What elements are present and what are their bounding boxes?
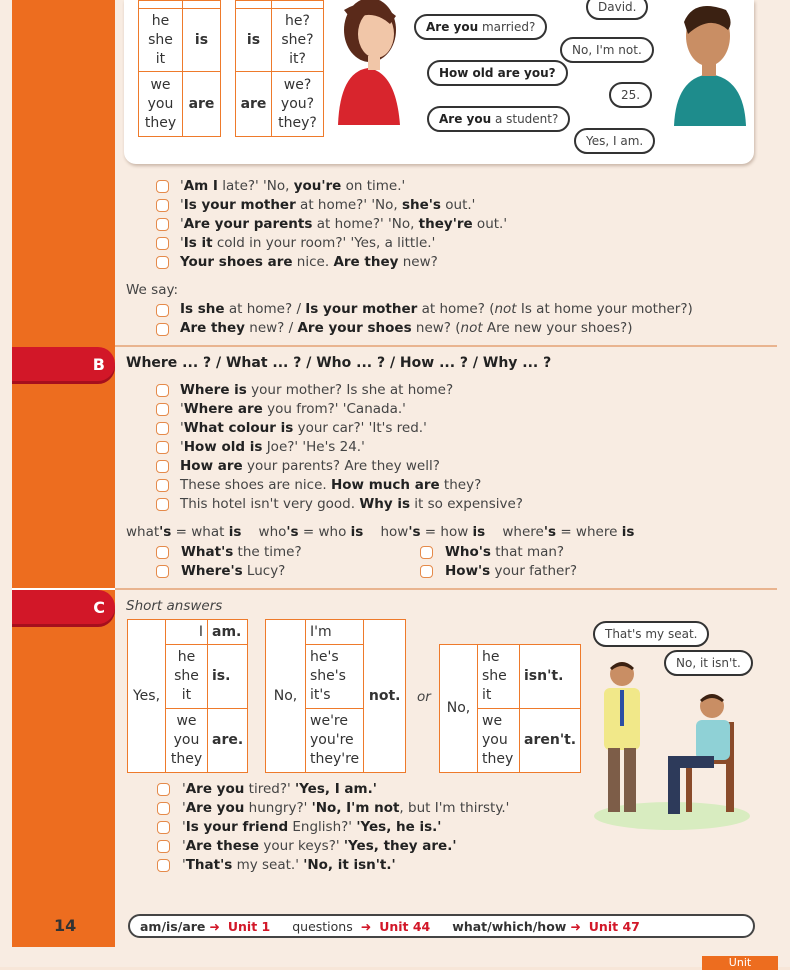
example-line: 'Am I late?' 'No, you're on time.' [180,178,406,194]
verb-cell: are [183,72,221,137]
example-line: 'What colour is your car?' 'It's red.' [180,420,427,436]
checkbox[interactable] [156,565,169,578]
pronoun-cell: we you they [166,709,208,773]
checkbox[interactable] [156,180,169,193]
pronoun-cell: we're you're they're [306,709,364,773]
pronoun-cell: we you they [478,709,520,773]
pronoun-cell: I [166,620,208,645]
bubble-how-old: How old are you? [427,60,568,86]
ref-what-which-how[interactable]: what/which/how ➜ Unit 47 [452,918,640,934]
grammar-panel [124,0,754,164]
checkbox[interactable] [420,565,433,578]
short-answer-yes-table [127,619,248,773]
checkbox[interactable] [156,323,169,336]
pronoun-cell: he's she's it's [306,645,364,709]
example-line: 'Are these your keys?' 'Yes, they are.' [182,838,457,854]
pronoun-cell: he she it [478,645,520,709]
checkbox[interactable] [156,460,169,473]
example-line: Who's that man? [445,544,565,560]
short-answer-negative-table [439,644,581,773]
example-line: 'Is it cold in your room?' 'Yes, a little.' [180,235,436,251]
example-line: Your shoes are nice. Are they new? [180,254,438,270]
section-c-tab: C [12,590,115,624]
checkbox[interactable] [420,546,433,559]
example-line: How are your parents? Are they well? [180,458,440,474]
section-c-heading: Short answers [126,598,223,614]
checkbox[interactable] [156,218,169,231]
contraction-line: what's = what is who's = who is how's = how is where's = where is [126,524,635,540]
or-label: or [417,689,431,705]
section-divider [115,345,777,347]
checkbox[interactable] [156,199,169,212]
example-line: What's the time? [181,544,302,560]
bubble-are-you-married: Are you married? [414,14,547,40]
example-line: Where is your mother? Is she at home? [180,382,454,398]
checkbox[interactable] [156,441,169,454]
example-line: 'Are your parents at home?' 'No, they're out.' [180,216,508,232]
short-answer-no-table [265,619,406,773]
unit-tab: Unit [702,956,778,970]
verb-cell: are [236,72,272,137]
example-line: These shoes are nice. How much are they? [180,477,482,493]
verb-cell: aren't. [520,709,581,773]
checkbox[interactable] [156,256,169,269]
checkbox[interactable] [157,802,170,815]
is-are-table-right [235,0,324,137]
we-say-label: We say: [126,282,179,298]
ref-am-is-are[interactable]: am/is/are ➜ Unit 1 [140,918,271,934]
page-number: 14 [54,916,77,935]
pronoun-cell: he? she? it? [272,9,324,72]
example-line: 'Are you tired?' 'Yes, I am.' [182,781,377,797]
example-line: How's your father? [445,563,578,579]
is-are-table-left [138,0,221,137]
yes-label: Yes, [128,620,166,773]
example-line: 'How old is Joe?' 'He's 24.' [180,439,365,455]
pronoun-cell: we? you? they? [272,72,324,137]
woman-illustration [330,0,408,125]
example-line: Where's Lucy? [181,563,286,579]
section-b-heading: Where ... ? / What ... ? / Who ... ? / How ... ? / Why ... ? [126,355,552,371]
checkbox[interactable] [156,304,169,317]
no-label: No, [440,645,478,773]
verb-cell: am. [208,620,248,645]
bubble-yes-i-am: Yes, I am. [574,128,655,154]
verb-cell: is [236,9,272,72]
checkbox[interactable] [156,403,169,416]
cross-reference-bar [128,914,755,938]
bubble-thats-my-seat: That's my seat. [593,621,709,647]
checkbox[interactable] [157,783,170,796]
section-divider [115,588,777,590]
bubble-are-you-student: Are you a student? [427,106,570,132]
bubble-no-it-isnt: No, it isn't. [664,650,753,676]
checkbox[interactable] [156,479,169,492]
example-line: 'Is your friend English?' 'Yes, he is.' [182,819,442,835]
checkbox[interactable] [157,859,170,872]
not-cell: not. [364,620,406,773]
checkbox[interactable] [157,821,170,834]
example-line: 'Where are you from?' 'Canada.' [180,401,406,417]
bubble-no-im-not: No, I'm not. [560,37,654,63]
example-line: 'That's my seat.' 'No, it isn't.' [182,857,396,873]
verb-cell: is. [208,645,248,709]
ref-questions[interactable]: questions ➜ Unit 44 [292,918,431,934]
verb-cell: are. [208,709,248,773]
checkbox[interactable] [156,237,169,250]
example-line: 'Is your mother at home?' 'No, she's out.' [180,197,476,213]
example-line: 'Are you hungry?' 'No, I'm not, but I'm thirsty.' [182,800,510,816]
checkbox[interactable] [156,422,169,435]
section-b-tab: B [12,347,115,381]
pronoun-cell: I'm [306,620,364,645]
verb-cell: is [183,9,221,72]
we-say-line: Are they new? / Are your shoes new? (not Are new your shoes?) [180,320,633,336]
pronoun-cell: he she it [139,9,183,72]
checkbox[interactable] [156,498,169,511]
left-margin-band [12,0,115,947]
checkbox[interactable] [156,546,169,559]
checkbox[interactable] [156,384,169,397]
pronoun-cell: we you they [139,72,183,137]
seat-illustration [586,656,751,831]
bubble-david: David. [586,0,648,20]
bubble-25: 25. [609,82,652,108]
no-label: No, [266,620,306,773]
verb-cell: isn't. [520,645,581,709]
example-line: This hotel isn't very good. Why is it so expensive? [180,496,523,512]
checkbox[interactable] [157,840,170,853]
man-illustration [664,0,754,126]
pronoun-cell: he she it [166,645,208,709]
we-say-line: Is she at home? / Is your mother at home? (not Is at home your mother?) [180,301,693,317]
